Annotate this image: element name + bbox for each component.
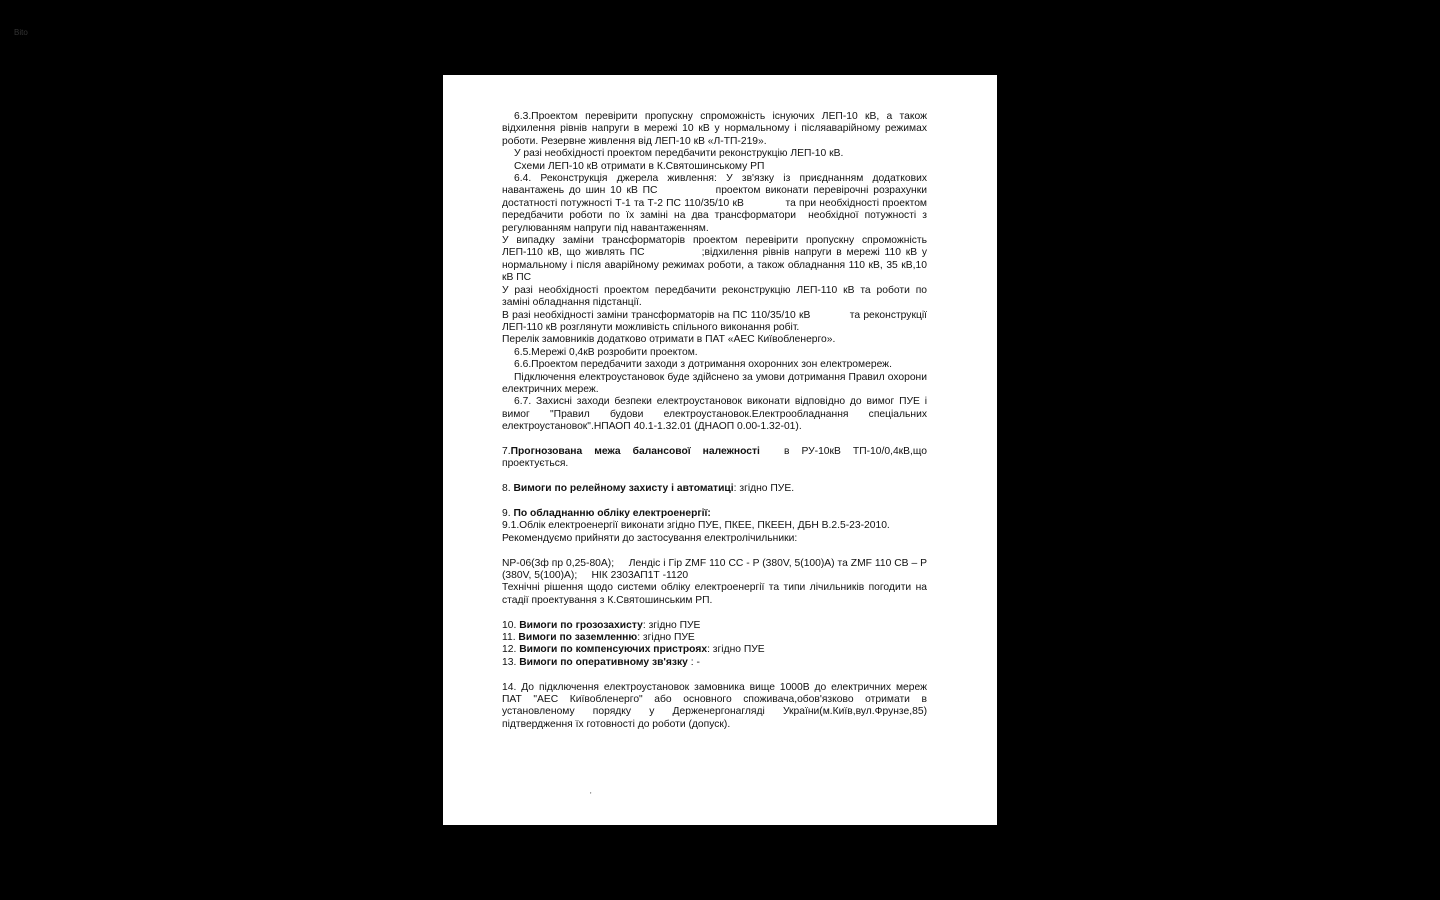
paragraph-9-c: Технічні рішення щодо системи обліку електроенергії та типи лічильників погодити на стадії проектування з К.Святошинським РП. bbox=[502, 582, 927, 606]
section-9 bbox=[502, 508, 927, 520]
paragraph-6-5: 6.5.Мережі 0,4кВ розробити проектом. bbox=[514, 346, 698, 358]
paragraph-9-1: 9.1.Облік електроенергії виконати згідно ПУЕ, ПКЕЕ, ПКЕЕН, ДБН В.2.5-23-2010. bbox=[502, 520, 890, 532]
meters-list: NP-06(3ф пр 0,25-80А); Лендіс і Гір ZMF 110 CC - P (380V, 5(100)A) та ZMF 110 CB – P (380V, 5(100)A); НІК 2303АП1Т -1120 bbox=[502, 557, 930, 581]
section-13-heading: Вимоги по оперативному зв'язку bbox=[519, 656, 688, 668]
paragraph-6-4-b: У випадку заміни трансформаторів проектом перевірити пропускну спроможність ЛЕП-110 кВ, що живлять ПС ;відхилення рівнів напруги в мережі 110 кВ у нормальному і після аварійному режимах роботи, а також обладнання 110 кВ, 35 кВ,10 кВ ПС bbox=[502, 235, 930, 284]
paragraph-6-3-b: У разі необхідності проектом передбачити реконструкцію ЛЕП-10 кВ. bbox=[514, 148, 844, 160]
paragraph-6-6-b: Підключення електроустановок буде здійснено за умови дотримання Правил охорони електричних мереж. bbox=[502, 371, 927, 395]
section-12-number: 12. bbox=[502, 644, 520, 656]
section-8-text: : згідно ПУЕ. bbox=[733, 483, 795, 495]
section-8-heading: Вимоги по релейному захисту і автоматиці bbox=[513, 483, 734, 495]
section-12 bbox=[502, 644, 927, 656]
paragraph-6-3-c: Схеми ЛЕП-10 кВ отримати в К.Святошинському РП bbox=[514, 160, 765, 172]
section-11-text: : згідно ПУЕ bbox=[637, 631, 695, 643]
document-content bbox=[502, 111, 930, 731]
section-10 bbox=[502, 620, 927, 632]
paragraph-9-1-b: Рекомендуємо прийняти до застосування електролічильники: bbox=[502, 532, 798, 544]
paragraph-6-4: 6.4. Реконструкція джерела живлення: У зв'язку із приєднанням додаткових навантажень до шин 10 кВ ПС проектом виконати перевірочні розрахунки достатності потужності Т-1 та Т-2 ПС 110/35/10 кВ та при необхідності проектом передбачити роботи по їх заміні на два трансформатори необхідної потужності з регулюванням напруги під навантаженням. bbox=[502, 173, 930, 234]
section-13-number: 13. bbox=[502, 656, 520, 668]
paragraph-6-3: 6.3.Проектом перевірити пропускну спроможність існуючих ЛЕП-10 кВ, а також відхилення рівнів напруги в мережі 10 кВ у нормальному і післяаварійному режимах роботи. Резервне живлення від ЛЕП-10 кВ «Л-ТП-219». bbox=[502, 111, 927, 147]
section-13-text: : - bbox=[687, 656, 700, 668]
section-9-heading: По обладнанню обліку електроенергії: bbox=[513, 507, 711, 519]
section-7-text: в РУ-10кВ ТП-10/0,4кВ,що проектується. bbox=[502, 445, 930, 470]
section-11-heading: Вимоги по заземленню bbox=[518, 631, 638, 643]
section-8 bbox=[502, 483, 927, 495]
section-11-number: 11. bbox=[502, 631, 519, 643]
document-page bbox=[443, 75, 997, 825]
paragraph-6-4-e: Перелік замовників додатково отримати в ПАТ «АЕС Київобленерго». bbox=[502, 334, 836, 346]
section-13 bbox=[502, 657, 927, 669]
paragraph-6-4-d: В разі необхідності заміни трансформаторів на ПС 110/35/10 кВ та реконструкції ЛЕП-110 кВ розглянути можливість спільного виконання робіт. bbox=[502, 309, 930, 333]
section-7-heading: Прогнозована межа балансової належності bbox=[510, 445, 760, 457]
section-12-heading: Вимоги по компенсуючих пристроях bbox=[519, 644, 708, 656]
section-9-number: 9. bbox=[502, 507, 514, 519]
paragraph-6-7: 6.7. Захисні заходи безпеки електроустановок виконати відповідно до вимог ПУЕ і вимог "Правил будови електроустановок.Електрообладнання спеціальних електроустановок".НПАОП 40.1-1.32.01 (ДНАОП 0.00-1.32-01). bbox=[502, 396, 927, 433]
section-12-text: : згідно ПУЕ bbox=[707, 644, 765, 656]
section-10-text: : згідно ПУЕ bbox=[642, 619, 701, 631]
section-11 bbox=[502, 632, 927, 644]
section-10-heading: Вимоги по грозозахисту bbox=[519, 619, 643, 631]
corner-text: Bito bbox=[14, 28, 28, 37]
paragraph-6-6: 6.6.Проектом передбачити заходи з дотримання охоронних зон електромереж. bbox=[514, 359, 892, 371]
scan-mark: ' bbox=[590, 791, 592, 800]
section-7-number: 7. bbox=[502, 445, 511, 457]
section-10-number: 10. bbox=[502, 619, 520, 631]
section-8-number: 8. bbox=[502, 483, 514, 495]
section-14: 14. До підключення електроустановок замовника вище 1000В до електричних мереж ПАТ "АЕС Київобленерго" або основного споживача,обов'язково отримати в установленому порядку у Держенергонагляді України(м.Київ,вул.Фрунзе,85) підтвердження їх готовності до роботи (допуск). bbox=[502, 681, 927, 730]
section-7 bbox=[502, 445, 930, 471]
paragraph-6-4-c: У разі необхідності проектом передбачити реконструкцію ЛЕП-110 кВ та роботи по заміні обладнання підстанції. bbox=[502, 284, 927, 309]
